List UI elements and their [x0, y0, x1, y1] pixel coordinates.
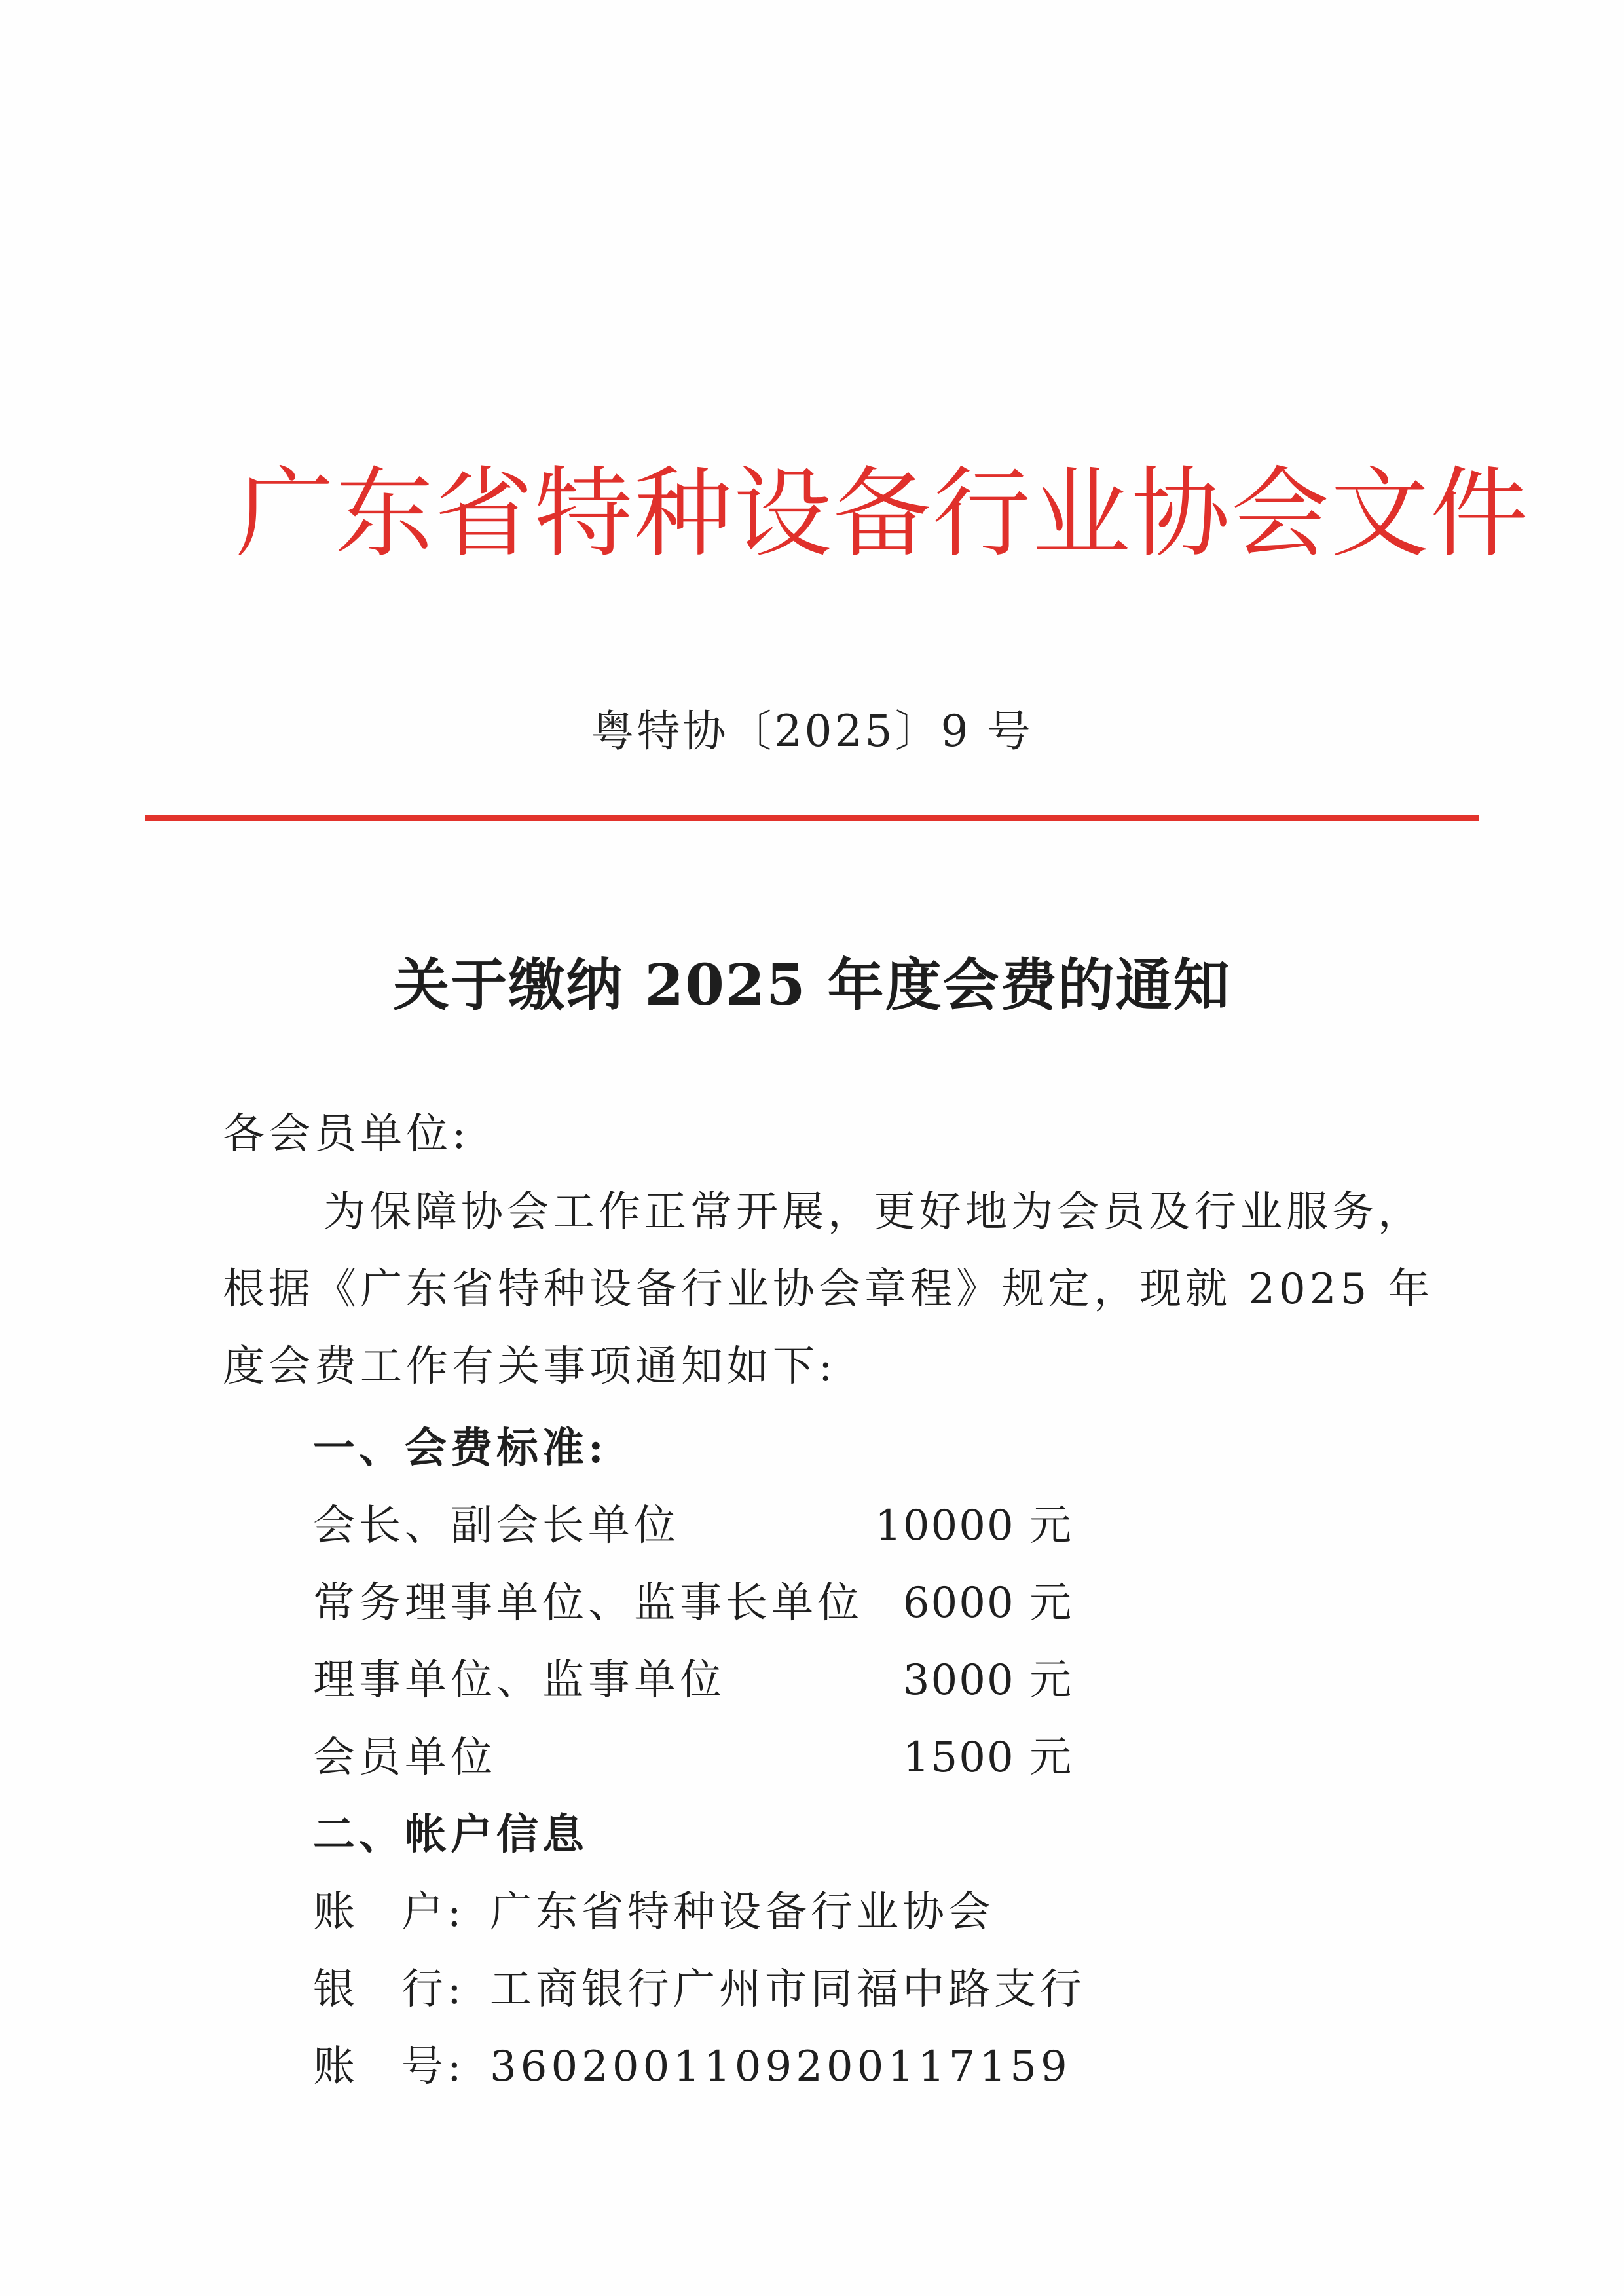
- fee-row: [313, 1500, 1073, 1552]
- section-heading-fee-standard: 一、会费标准:: [313, 1424, 608, 1473]
- organization-title: 广东省特种设备行业协会文件: [236, 457, 1530, 571]
- section-heading-account-info: 二、帐户信息: [313, 1810, 588, 1859]
- account-key-char: 账: [313, 2043, 359, 2091]
- fee-row: [313, 1577, 1073, 1629]
- fee-amount: 6000 元: [902, 1579, 1073, 1627]
- fee-amount: 3000 元: [902, 1656, 1073, 1705]
- account-key-char: 行:: [401, 1965, 466, 2014]
- fee-label: 会员单位: [313, 1733, 496, 1782]
- fee-row: [313, 1654, 1073, 1707]
- account-row: [313, 1886, 994, 1938]
- account-key: [313, 2041, 490, 2093]
- account-value: 工商银行广州市同福中路支行: [490, 1965, 1086, 2014]
- account-key-char: 号:: [401, 2043, 466, 2091]
- account-row: [313, 2041, 1071, 2093]
- account-key: [313, 1963, 490, 2016]
- account-value: 广东省特种设备行业协会: [490, 1888, 994, 1936]
- account-value: 3602001109200117159: [490, 2043, 1071, 2091]
- account-row: [313, 1963, 1086, 2016]
- fee-amount: 10000 元: [875, 1502, 1073, 1550]
- account-key-char: 银: [313, 1965, 359, 2014]
- account-key: [313, 1886, 490, 1938]
- notice-title: 关于缴纳 2025 年度会费的通知: [393, 952, 1231, 1018]
- intro-paragraph: 为保障协会工作正常开展，更好地为会员及行业服务，根据《广东省特种设备行业协会章程》规定，现就 2025 年度会费工作有关事项通知如下:: [223, 1188, 1434, 1391]
- account-key-char: 账: [313, 1888, 359, 1936]
- fee-label: 常务理事单位、监事长单位: [313, 1579, 863, 1627]
- fee-label: 理事单位、监事单位: [313, 1656, 726, 1705]
- document-number: 粤特协〔2025〕9 号: [591, 706, 1033, 756]
- red-divider-line: [145, 815, 1479, 821]
- salutation: 各会员单位:: [223, 1110, 470, 1158]
- fee-row: [313, 1731, 1073, 1784]
- fee-label: 会长、副会长单位: [313, 1502, 680, 1550]
- account-key-char: 户:: [401, 1888, 466, 1936]
- fee-amount: 1500 元: [902, 1733, 1073, 1782]
